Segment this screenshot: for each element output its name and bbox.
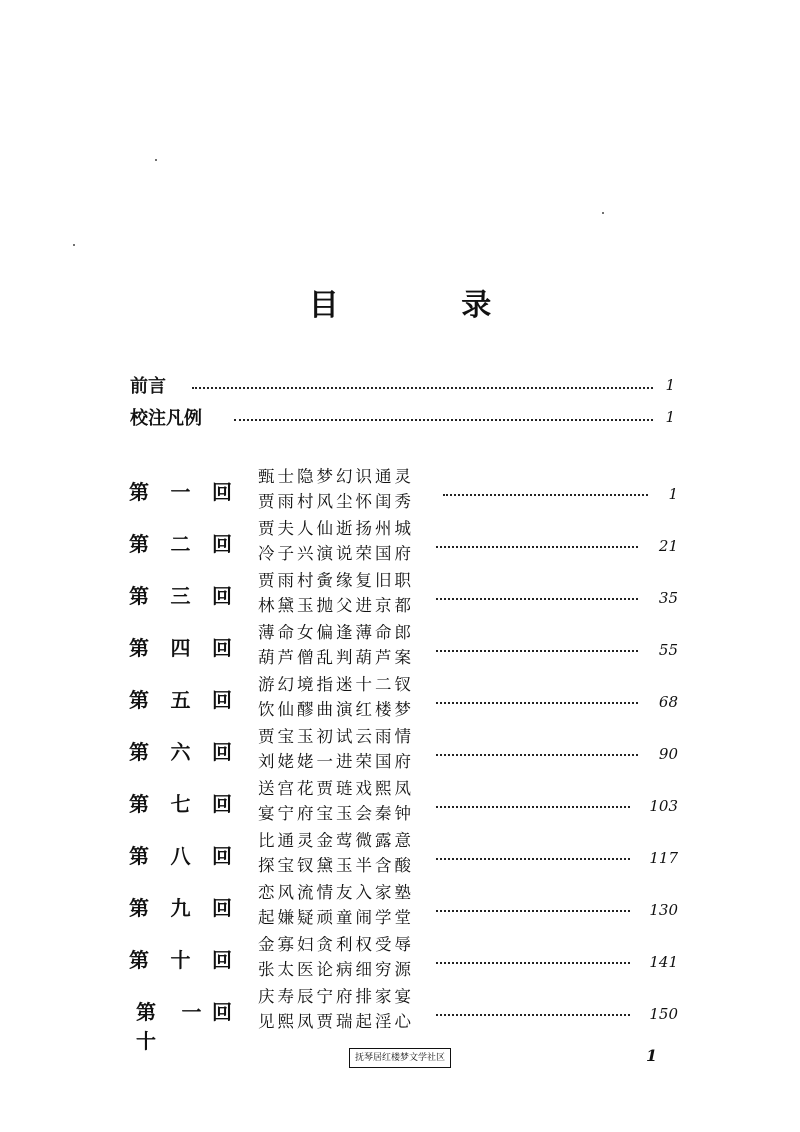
dot-leader xyxy=(436,650,638,652)
dot-leader xyxy=(436,910,630,912)
scan-speck xyxy=(602,212,604,214)
chapter-number: 第 六 回 xyxy=(129,740,232,764)
toc-entry-label: 前言 xyxy=(130,376,166,397)
chapter-number: 第 八 回 xyxy=(129,844,232,868)
chapter-title xyxy=(258,568,414,618)
chapter-title-line-1: 贾夫人仙逝扬州城 xyxy=(258,519,414,538)
dot-leader xyxy=(436,546,638,548)
chapter-page: 68 xyxy=(658,693,678,711)
chapter-number: 第 二 回 xyxy=(129,532,232,556)
dot-leader xyxy=(192,387,653,389)
scan-speck xyxy=(155,159,157,161)
chapter-title xyxy=(258,724,414,774)
dot-leader xyxy=(436,598,638,600)
dot-leader xyxy=(436,1014,630,1016)
chapter-title-line-2: 宴宁府宝玉会秦钟 xyxy=(258,804,414,823)
dot-leader xyxy=(436,754,638,756)
toc-chapter-10[interactable] xyxy=(128,932,678,984)
toc-chapter-2[interactable] xyxy=(128,516,678,568)
chapter-page: 35 xyxy=(658,589,678,607)
chapter-title xyxy=(258,932,414,982)
watermark-stamp: 抚琴居红楼梦文学社区 xyxy=(349,1048,451,1068)
chapter-page: 103 xyxy=(649,797,678,815)
toc-chapter-8[interactable] xyxy=(128,828,678,880)
chapter-number: 第 七 回 xyxy=(129,792,232,816)
chapter-title xyxy=(258,984,414,1034)
chapter-title xyxy=(258,880,414,930)
dot-leader xyxy=(436,962,630,964)
dot-leader xyxy=(443,494,648,496)
chapter-number: 第十 一 回 xyxy=(136,1000,232,1053)
chapter-title xyxy=(258,776,414,826)
toc-entry-preface[interactable] xyxy=(130,372,675,398)
toc-entry-page: 1 xyxy=(665,408,675,426)
chapter-title-line-1: 金寡妇贪利权受辱 xyxy=(258,935,414,954)
dot-leader xyxy=(436,858,630,860)
chapter-page: 117 xyxy=(649,849,678,867)
toc-chapter-9[interactable] xyxy=(128,880,678,932)
chapter-page: 21 xyxy=(658,537,678,555)
chapter-title xyxy=(258,516,414,566)
chapter-page: 150 xyxy=(649,1005,678,1023)
page-number: 1 xyxy=(646,1046,658,1065)
chapter-title-line-1: 贾宝玉初试云雨情 xyxy=(258,727,414,746)
dot-leader xyxy=(234,419,653,421)
toc-chapter-11[interactable] xyxy=(128,984,678,1053)
chapter-title-line-1: 送宫花贾琏戏熙凤 xyxy=(258,779,414,798)
dot-leader xyxy=(436,702,638,704)
toc-chapter-7[interactable] xyxy=(128,776,678,828)
chapter-title xyxy=(258,620,414,670)
chapter-page: 90 xyxy=(658,745,678,763)
chapter-page: 130 xyxy=(649,901,678,919)
chapter-number: 第 四 回 xyxy=(129,636,232,660)
chapter-title-line-2: 张太医论病细穷源 xyxy=(258,960,414,979)
page-title: 目 录 xyxy=(308,288,548,323)
chapter-page: 1 xyxy=(668,485,678,503)
chapter-title-line-2: 冷子兴演说荣国府 xyxy=(258,544,414,563)
toc-chapter-3[interactable] xyxy=(128,568,678,620)
chapter-number: 第 一 回 xyxy=(129,480,232,504)
dot-leader xyxy=(436,806,630,808)
chapter-title-line-2: 刘姥姥一进荣国府 xyxy=(258,752,414,771)
chapter-number: 第 三 回 xyxy=(129,584,232,608)
chapter-title-line-2: 贾雨村风尘怀闺秀 xyxy=(258,492,414,511)
chapter-number: 第 五 回 xyxy=(129,688,232,712)
chapter-page: 55 xyxy=(658,641,678,659)
chapter-title-line-2: 起嫌疑顽童闹学堂 xyxy=(258,908,414,927)
chapter-title-line-2: 林黛玉抛父进京都 xyxy=(258,596,414,615)
toc-entry-page: 1 xyxy=(665,376,675,394)
chapter-title-line-1: 庆寿辰宁府排家宴 xyxy=(258,987,414,1006)
chapter-title-line-1: 游幻境指迷十二钗 xyxy=(258,675,414,694)
toc-chapter-6[interactable] xyxy=(128,724,678,776)
toc-entry-label: 校注凡例 xyxy=(130,408,202,429)
chapter-title-line-2: 探宝钗黛玉半含酸 xyxy=(258,856,414,875)
toc-chapter-4[interactable] xyxy=(128,620,678,672)
chapter-title-line-2: 见熙凤贾瑞起淫心 xyxy=(258,1012,414,1031)
chapter-title-line-1: 薄命女偏逢薄命郎 xyxy=(258,623,414,642)
scan-speck xyxy=(73,244,75,246)
chapter-title-line-2: 饮仙醪曲演红楼梦 xyxy=(258,700,414,719)
chapter-title-line-1: 甄士隐梦幻识通灵 xyxy=(258,467,414,486)
chapter-title-line-1: 贾雨村夤缘复旧职 xyxy=(258,571,414,590)
chapter-number: 第 九 回 xyxy=(129,896,232,920)
chapter-title xyxy=(258,672,414,722)
toc-entry-editorial-notes[interactable] xyxy=(130,404,675,430)
chapter-title-line-1: 比通灵金莺微露意 xyxy=(258,831,414,850)
toc-chapter-1[interactable] xyxy=(128,464,678,516)
chapter-title xyxy=(258,464,414,514)
chapter-title-line-2: 葫芦僧乱判葫芦案 xyxy=(258,648,414,667)
chapter-title-line-1: 恋风流情友入家塾 xyxy=(258,883,414,902)
chapter-number: 第 十 回 xyxy=(129,948,232,972)
chapter-page: 141 xyxy=(649,953,678,971)
chapter-title xyxy=(258,828,414,878)
toc-chapter-5[interactable] xyxy=(128,672,678,724)
